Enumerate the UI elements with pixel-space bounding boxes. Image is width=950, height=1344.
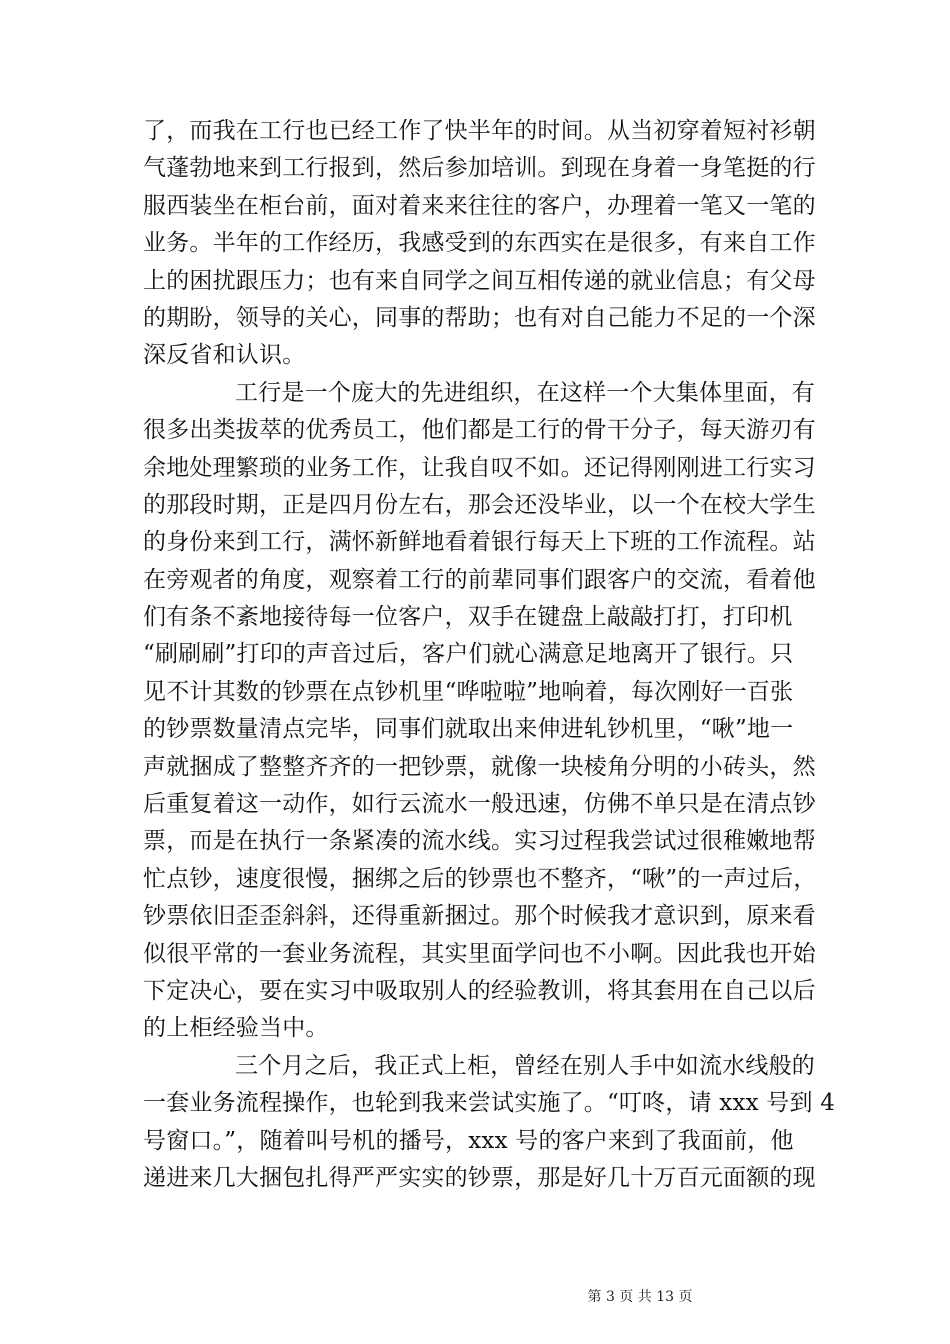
text-line: 钞票依旧歪歪斜斜，还得重新捆过。那个时候我才意识到，原来看: [143, 903, 816, 930]
page-footer: 第 3 页 共 13 页: [587, 1289, 693, 1305]
text-line: 递进来几大捆包扎得严严实实的钞票，那是好几十万百元面额的现: [143, 1164, 816, 1191]
text-line: 的期盼，领导的关心，同事的帮助；也有对自己能力不足的一个深: [143, 304, 816, 331]
text-line: 忙点钞，速度很慢，捆绑之后的钞票也不整齐，“啾”的一声过后，: [143, 865, 817, 892]
text-line: 在旁观者的角度，观察着工行的前辈同事们跟客户的交流，看着他: [143, 566, 816, 593]
text-line: 很多出类拔萃的优秀员工，他们都是工行的骨干分子，每天游刃有: [143, 417, 816, 444]
text-line: 似很平常的一套业务流程，其实里面学问也不小啊。因此我也开始: [143, 940, 816, 967]
text-line: 气蓬勃地来到工行报到，然后参加培训。到现在身着一身笔挺的行: [143, 155, 816, 182]
text-line: 后重复着这一动作，如行云流水一般迅速，仿佛不单只是在清点钞: [143, 791, 816, 818]
text-line: 的那段时期，正是四月份左右，那会还没毕业，以一个在校大学生: [143, 491, 816, 518]
text-line: 服西装坐在柜台前，面对着来来往往的客户，办理着一笔又一笔的: [143, 192, 816, 219]
text-line: 三个月之后，我正式上柜，曾经在别人手中如流水线般的: [235, 1052, 815, 1079]
text-line: 深反省和认识。: [143, 342, 306, 369]
text-line: 下定决心，要在实习中吸取别人的经验教训，将其套用在自己以后: [143, 977, 816, 1004]
text-line: 工行是一个庞大的先进组织，在这样一个大集体里面，有: [235, 379, 815, 406]
text-line: 余地处理繁琐的业务工作，让我自叹不如。还记得刚刚进工行实习: [143, 454, 816, 481]
text-line: 上的困扰跟压力；也有来自同学之间互相传递的就业信息；有父母: [143, 267, 816, 294]
text-line: “刷刷刷”打印的声音过后，客户们就心满意足地离开了银行。只: [143, 641, 794, 668]
text-line: 了，而我在工行也已经工作了快半年的时间。从当初穿着短衬衫朝: [143, 118, 816, 144]
text-line: 的上柜经验当中。: [143, 1015, 329, 1042]
text-line: 见不计其数的钞票在点钞机里“哗啦啦”地响着，每次刚好一百张: [143, 678, 794, 705]
text-line: 的身份来到工行，满怀新鲜地看着银行每天上下班的工作流程。站: [143, 529, 816, 556]
text-line: 声就捆成了整整齐齐的一把钞票，就像一块棱角分明的小砖头，然: [143, 753, 816, 780]
body-text: [143, 113, 836, 1197]
text-line: 业务。半年的工作经历，我感受到的东西实在是很多，有来自工作: [143, 230, 816, 257]
text-line: 一套业务流程操作，也轮到我来尝试实施了。“叮咚，请 xxx 号到 4: [143, 1090, 836, 1117]
text-line: 号窗口。”，随着叫号机的播号，xxx 号的客户来到了我面前，他: [143, 1127, 794, 1154]
text-line: 们有条不紊地接待每一位客户，双手在键盘上敲敲打打，打印机: [143, 604, 793, 631]
text-line: 的钞票数量清点完毕，同事们就取出来伸进轧钞机里，“啾”地一: [143, 716, 794, 743]
text-line: 票，而是在执行一条紧凑的流水线。实习过程我尝试过很稚嫩地帮: [143, 828, 816, 855]
